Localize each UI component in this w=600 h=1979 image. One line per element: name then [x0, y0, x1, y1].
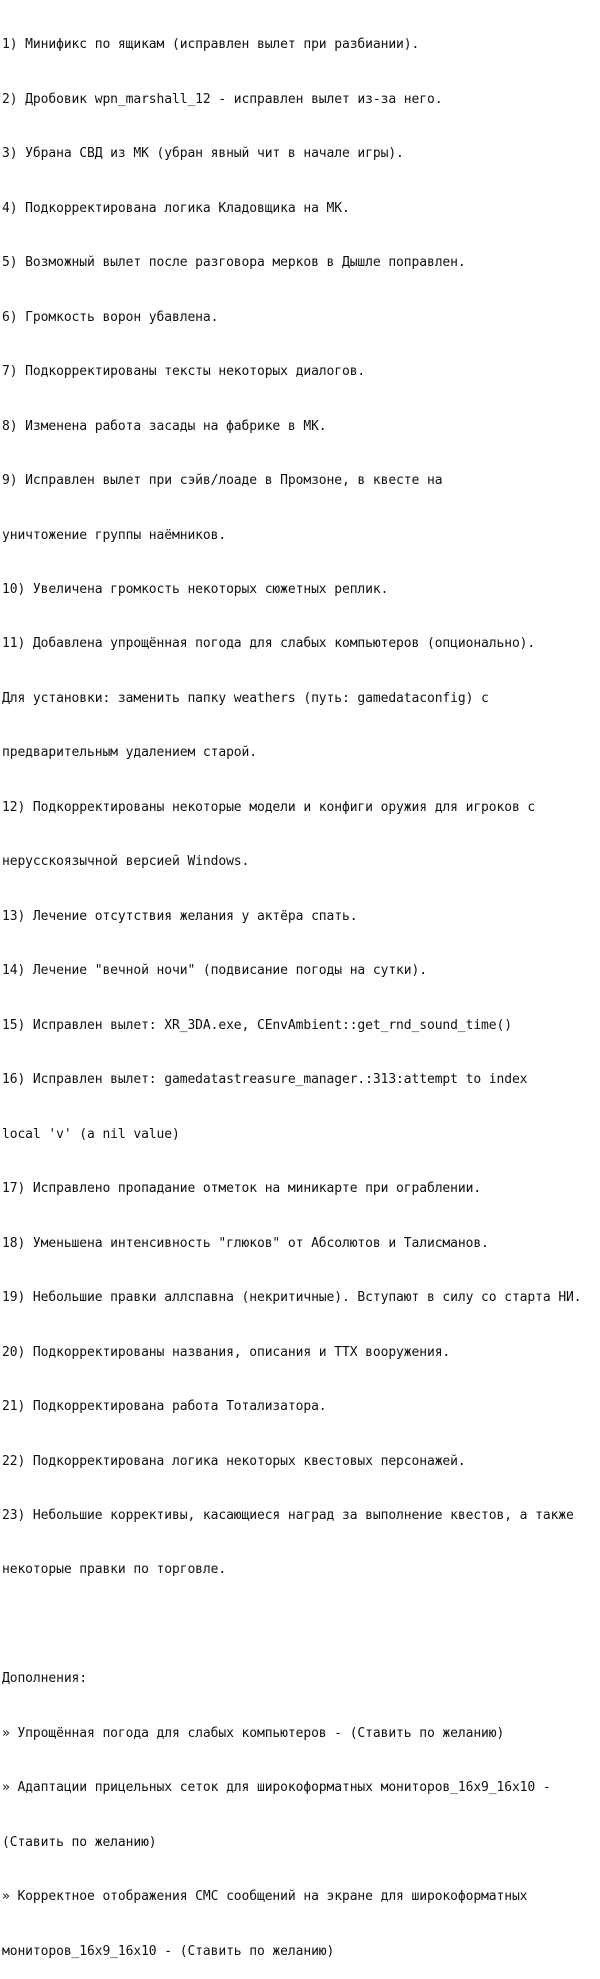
- additions-line: » Упрощённая погода для слабых компьютеров - (Ставить по желанию): [2, 1725, 505, 1741]
- changelog-line: 14) Лечение "вечной ночи" (подвисание погоды на сутки).: [2, 963, 427, 979]
- changelog-line: нерусскоязычной версией Windows.: [2, 854, 250, 870]
- blank-line: [2, 1616, 596, 1634]
- changelog-line: 15) Исправлен вылет: XR_3DA.exe, CEnvAmbient::get_rnd_sound_time(): [2, 1017, 512, 1033]
- changelog-line: local 'v' (a nil value): [2, 1126, 180, 1142]
- changelog-line: 17) Исправлено пропадание отметок на миникарте при ограблении.: [2, 1181, 482, 1197]
- changelog-line: 9) Исправлен вылет при сэйв/лоаде в Промзоне, в квесте на: [2, 473, 443, 489]
- changelog-line: 12) Подкорректированы некоторые модели и конфиги оружия для игроков с: [2, 799, 536, 815]
- changelog-line: 10) Увеличена громкость некоторых сюжетных реплик.: [2, 582, 389, 597]
- changelog-line: Для установки: заменить папку weathers (путь: gamedataconfig) с: [2, 690, 489, 706]
- changelog-line: 13) Лечение отсутствия желания у актёра спать.: [2, 908, 358, 924]
- changelog-line: 11) Добавлена упрощённая погода для слабых компьютеров (опционально).: [2, 636, 536, 652]
- changelog-line: уничтожение группы наёмников.: [2, 527, 227, 543]
- changelog-line: 8) Изменена работа засады на фабрике в МК.: [2, 418, 327, 434]
- changelog-line: 6) Громкость ворон убавлена.: [2, 309, 219, 325]
- changelog-line: 4) Подкорректирована логика Кладовщика на МК.: [2, 200, 350, 216]
- additions-line: мониторов_16x9_16x10 - (Ставить по желанию): [2, 1943, 335, 1959]
- changelog-line: 23) Небольшие коррективы, касающиеся наград за выполнение квестов, а также: [2, 1507, 574, 1523]
- additions-heading: Дополнения:: [2, 1671, 87, 1687]
- changelog-line: 7) Подкорректированы тексты некоторых диалогов.: [2, 364, 366, 380]
- changelog-line: 20) Подкорректированы названия, описания и ТТХ вооружения.: [2, 1344, 451, 1360]
- changelog-line: 1) Минификс по ящикам (исправлен вылет при разбиании).: [2, 37, 420, 53]
- changelog-line: некоторые правки по торговле.: [2, 1562, 227, 1578]
- changelog-line: 21) Подкорректирована работа Тотализатора.: [2, 1399, 327, 1415]
- additions-line: » Адаптации прицельных сеток для широкоформатных мониторов_16x9_16x10 -: [2, 1780, 551, 1796]
- changelog-line: 5) Возможный вылет после разговора мерков в Дышле поправлен.: [2, 255, 466, 271]
- changelog-line: 3) Убрана СВД из МК (убран явный чит в начале игры).: [2, 146, 404, 162]
- changelog-line: 2) Дробовик wpn_marshall_12 - исправлен вылет из-за него.: [2, 91, 443, 107]
- changelog-line: 16) Исправлен вылет: gamedatastreasure_manager.:313:attempt to index: [2, 1072, 528, 1088]
- additions-line: (Ставить по желанию): [2, 1834, 157, 1850]
- changelog-line: предварительным удалением старой.: [2, 745, 257, 761]
- additions-line: » Корректное отображения СМС сообщений на экране для широкоформатных: [2, 1889, 528, 1905]
- changelog-line: 19) Небольшие правки аллспавна (некритичные). Вступают в силу со старта НИ.: [2, 1290, 582, 1306]
- changelog-line: 18) Уменьшена интенсивность "глюков" от Абсолютов и Талисманов.: [2, 1235, 489, 1251]
- changelog-line: 22) Подкорректирована логика некоторых квестовых персонажей.: [2, 1453, 466, 1469]
